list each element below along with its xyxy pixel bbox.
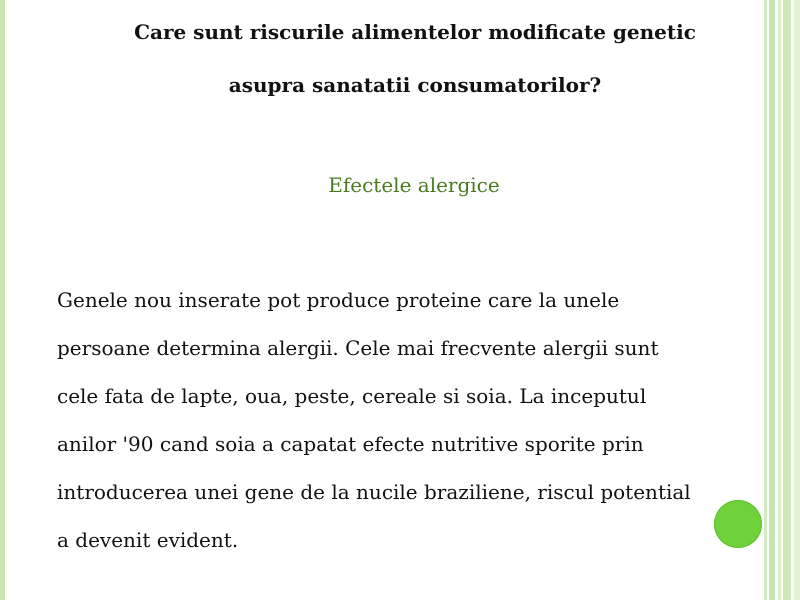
section-subtitle: Efectele alergice	[328, 173, 500, 197]
slide-title-line-2: asupra sanatatii consumatorilor?	[228, 73, 602, 97]
slide-title-line-1: Care sunt riscurile alimentelor modificate genetic	[134, 20, 696, 44]
body-line: a devenit evident.	[57, 528, 239, 552]
body-line: persoane determina alergii. Cele mai frecvente alergii sunt	[57, 336, 659, 360]
green-circle-decoration	[714, 500, 762, 548]
body-paragraph	[57, 276, 772, 564]
body-line: anilor '90 cand soia a capatat efecte nutritive sporite prin	[57, 432, 644, 456]
body-line: introducerea unei gene de la nucile braziliene, riscul potential	[57, 480, 691, 504]
body-line: cele fata de lapte, oua, peste, cereale si soia. La inceputul	[57, 384, 647, 408]
body-line: Genele nou inserate pot produce proteine care la unele	[57, 288, 620, 312]
